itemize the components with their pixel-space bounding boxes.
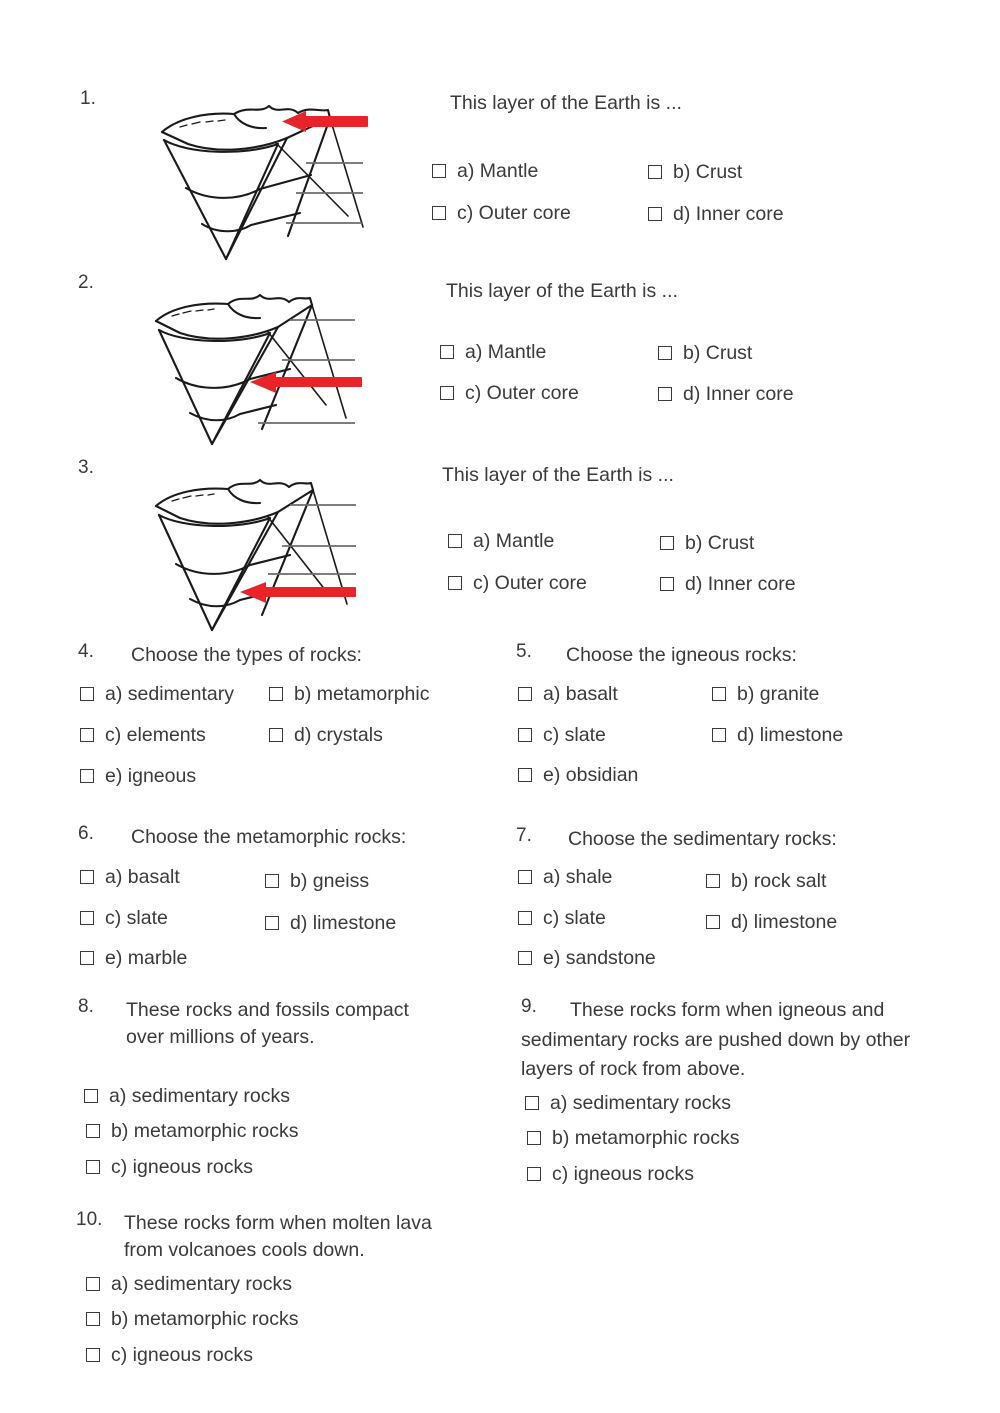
option-key: c) (105, 907, 122, 929)
option-key: a) (105, 683, 123, 705)
option-label: Outer core (494, 572, 587, 594)
question-6-number: 6. (78, 823, 94, 844)
checkbox[interactable] (448, 576, 462, 590)
question-4-option-e[interactable] (80, 766, 196, 786)
option-key: b) (290, 870, 308, 892)
checkbox[interactable] (432, 206, 446, 220)
question-7-option-e[interactable] (518, 948, 656, 968)
option-label: metamorphic rocks (574, 1127, 740, 1149)
question-3-option-a[interactable] (448, 531, 554, 551)
question-1-option-d[interactable] (648, 204, 784, 224)
question-4-prompt: Choose the types of rocks: (131, 644, 362, 666)
question-9-option-c[interactable] (527, 1164, 694, 1184)
option-label: metamorphic rocks (133, 1308, 299, 1330)
option-key: e) (105, 947, 123, 969)
option-label: basalt (127, 866, 180, 888)
option-key: d) (731, 911, 749, 933)
option-label: igneous rocks (132, 1344, 253, 1366)
question-4-option-d[interactable] (269, 725, 383, 745)
option-label: metamorphic rocks (133, 1120, 299, 1142)
question-2-option-a[interactable] (440, 342, 546, 362)
option-key: b) (731, 870, 749, 892)
question-9-option-b[interactable] (527, 1128, 739, 1148)
checkbox[interactable] (86, 1160, 100, 1174)
option-key: c) (111, 1156, 128, 1178)
question-7-prompt: Choose the sedimentary rocks: (568, 828, 837, 850)
option-key: a) (465, 341, 483, 363)
question-1-option-b[interactable] (648, 162, 742, 182)
option-label: sandstone (565, 947, 656, 969)
option-key: d) (683, 383, 701, 405)
option-label: granite (759, 683, 820, 705)
question-6-option-c[interactable] (80, 908, 168, 928)
checkbox[interactable] (84, 1089, 98, 1103)
question-5-option-b[interactable] (712, 684, 819, 704)
option-key: e) (105, 765, 123, 787)
question-2-prompt: This layer of the Earth is ... (446, 280, 678, 302)
question-10-prompt-line1: These rocks form when molten lava (124, 1212, 432, 1234)
question-5-option-e[interactable] (518, 765, 638, 785)
option-label: slate (564, 907, 606, 929)
question-4-option-b[interactable] (269, 684, 429, 704)
question-6-option-d[interactable] (265, 913, 396, 933)
option-key: d) (290, 912, 308, 934)
question-2-red-arrow (248, 368, 364, 396)
option-label: limestone (759, 724, 844, 746)
option-label: Mantle (495, 530, 555, 552)
question-6-prompt: Choose the metamorphic rocks: (131, 826, 407, 848)
option-key: b) (673, 161, 691, 183)
question-7-number: 7. (516, 825, 532, 846)
question-3-option-d[interactable] (660, 574, 796, 594)
question-4-number: 4. (78, 641, 94, 662)
checkbox[interactable] (712, 728, 726, 742)
option-label: Inner core (705, 383, 794, 405)
checkbox[interactable] (86, 1124, 100, 1138)
option-key: d) (737, 724, 755, 746)
checkbox[interactable] (712, 687, 726, 701)
option-key: c) (465, 382, 482, 404)
option-label: Crust (695, 161, 743, 183)
question-3-number: 3. (78, 457, 94, 478)
question-8-option-c[interactable] (86, 1157, 253, 1177)
checkbox[interactable] (648, 207, 662, 221)
question-6-option-a[interactable] (80, 867, 180, 887)
checkbox[interactable] (80, 870, 94, 884)
option-key: e) (543, 764, 561, 786)
question-1-red-arrow (280, 108, 370, 136)
question-1-option-c[interactable] (432, 203, 571, 223)
question-1-number: 1. (80, 88, 96, 109)
option-key: b) (552, 1127, 570, 1149)
checkbox[interactable] (80, 687, 94, 701)
checkbox[interactable] (80, 911, 94, 925)
option-label: slate (564, 724, 606, 746)
option-label: slate (126, 907, 168, 929)
checkbox[interactable] (660, 577, 674, 591)
question-1-option-a[interactable] (432, 161, 538, 181)
checkbox[interactable] (706, 915, 720, 929)
option-label: Outer core (486, 382, 579, 404)
option-key: c) (552, 1163, 569, 1185)
question-5-prompt: Choose the igneous rocks: (566, 644, 797, 666)
checkbox[interactable] (527, 1131, 541, 1145)
question-8-prompt-line2: over millions of years. (126, 1026, 315, 1048)
option-label: sedimentary rocks (572, 1092, 731, 1114)
option-label: limestone (753, 911, 838, 933)
option-label: basalt (565, 683, 618, 705)
question-2-number: 2. (78, 272, 94, 293)
option-key: c) (111, 1344, 128, 1366)
option-key: a) (543, 683, 561, 705)
checkbox[interactable] (269, 728, 283, 742)
option-key: b) (737, 683, 755, 705)
question-3-red-arrow (238, 578, 358, 606)
question-8-prompt-line1: These rocks and fossils compact (126, 999, 409, 1021)
option-label: igneous rocks (573, 1163, 694, 1185)
option-label: rock salt (753, 870, 827, 892)
checkbox[interactable] (269, 687, 283, 701)
checkbox[interactable] (432, 164, 446, 178)
question-3-earth-diagram (148, 468, 376, 633)
question-2-option-d[interactable] (658, 384, 794, 404)
checkbox[interactable] (518, 687, 532, 701)
checkbox[interactable] (648, 165, 662, 179)
option-key: d) (294, 724, 312, 746)
question-9-prompt-line3: layers of rock from above. (521, 1058, 746, 1080)
checkbox[interactable] (518, 951, 532, 965)
question-7-option-a[interactable] (518, 867, 612, 887)
question-6-option-b[interactable] (265, 871, 369, 891)
option-label: Outer core (478, 202, 571, 224)
question-10-number: 10. (76, 1209, 103, 1230)
question-2-option-c[interactable] (440, 383, 579, 403)
option-key: b) (294, 683, 312, 705)
checkbox[interactable] (86, 1348, 100, 1362)
checkbox[interactable] (518, 768, 532, 782)
option-label: sedimentary rocks (131, 1085, 290, 1107)
checkbox[interactable] (440, 345, 454, 359)
question-6-option-e[interactable] (80, 948, 187, 968)
question-4-option-a[interactable] (80, 684, 234, 704)
option-key: a) (111, 1273, 129, 1295)
question-10-option-c[interactable] (86, 1345, 253, 1365)
question-5-number: 5. (516, 641, 532, 662)
option-key: a) (109, 1085, 127, 1107)
question-7-option-b[interactable] (706, 871, 826, 891)
checkbox[interactable] (86, 1312, 100, 1326)
question-5-option-c[interactable] (518, 725, 606, 745)
question-10-prompt-line2: from volcanoes cools down. (124, 1239, 365, 1261)
checkbox[interactable] (658, 387, 672, 401)
question-3-option-b[interactable] (660, 533, 754, 553)
checkbox[interactable] (86, 1277, 100, 1291)
checkbox[interactable] (265, 916, 279, 930)
question-9-option-a[interactable] (525, 1093, 731, 1113)
option-key: e) (543, 947, 561, 969)
option-label: elements (126, 724, 206, 746)
question-4-option-c[interactable] (80, 725, 206, 745)
question-9-prompt-line2: sedimentary rocks are pushed down by other (521, 1029, 911, 1051)
checkbox[interactable] (527, 1167, 541, 1181)
option-key: d) (685, 573, 703, 595)
question-9-prompt-line1: These rocks form when igneous and (570, 999, 885, 1021)
checkbox[interactable] (80, 769, 94, 783)
question-2-option-b[interactable] (658, 343, 752, 363)
option-key: c) (543, 907, 560, 929)
checkbox[interactable] (525, 1096, 539, 1110)
checkbox[interactable] (265, 874, 279, 888)
option-label: sedimentary (127, 683, 234, 705)
option-label: gneiss (312, 870, 370, 892)
option-key: c) (457, 202, 474, 224)
option-label: igneous (127, 765, 197, 787)
option-key: a) (550, 1092, 568, 1114)
option-key: a) (105, 866, 123, 888)
checkbox[interactable] (658, 346, 672, 360)
question-8-number: 8. (78, 996, 94, 1017)
question-7-option-d[interactable] (706, 912, 837, 932)
question-1-prompt: This layer of the Earth is ... (450, 92, 682, 114)
question-9-number: 9. (521, 996, 537, 1017)
option-label: metamorphic (316, 683, 430, 705)
question-3-option-c[interactable] (448, 573, 587, 593)
option-label: Mantle (479, 160, 539, 182)
option-key: a) (543, 866, 561, 888)
question-10-option-a[interactable] (86, 1274, 292, 1294)
checkbox[interactable] (448, 534, 462, 548)
option-label: crystals (316, 724, 383, 746)
question-3-prompt: This layer of the Earth is ... (442, 464, 674, 486)
option-key: a) (473, 530, 491, 552)
option-label: Inner core (695, 203, 784, 225)
option-key: a) (457, 160, 475, 182)
checkbox[interactable] (518, 728, 532, 742)
option-key: c) (105, 724, 122, 746)
option-label: obsidian (565, 764, 639, 786)
checkbox[interactable] (706, 874, 720, 888)
option-label: sedimentary rocks (133, 1273, 292, 1295)
option-label: marble (127, 947, 188, 969)
option-label: Crust (707, 532, 755, 554)
checkbox[interactable] (518, 870, 532, 884)
question-5-option-a[interactable] (518, 684, 618, 704)
option-key: c) (473, 572, 490, 594)
option-label: limestone (312, 912, 397, 934)
question-8-option-b[interactable] (86, 1121, 298, 1141)
question-7-option-c[interactable] (518, 908, 606, 928)
question-8-option-a[interactable] (84, 1086, 290, 1106)
option-key: b) (685, 532, 703, 554)
option-key: b) (111, 1120, 129, 1142)
option-key: b) (683, 342, 701, 364)
question-10-option-b[interactable] (86, 1309, 298, 1329)
option-label: Crust (705, 342, 753, 364)
checkbox[interactable] (440, 386, 454, 400)
checkbox[interactable] (518, 911, 532, 925)
option-key: c) (543, 724, 560, 746)
option-key: d) (673, 203, 691, 225)
checkbox[interactable] (80, 728, 94, 742)
option-key: b) (111, 1308, 129, 1330)
checkbox[interactable] (80, 951, 94, 965)
option-label: igneous rocks (132, 1156, 253, 1178)
question-2-earth-diagram (150, 283, 375, 446)
option-label: Inner core (707, 573, 796, 595)
checkbox[interactable] (660, 536, 674, 550)
option-label: shale (565, 866, 613, 888)
option-label: Mantle (487, 341, 547, 363)
question-5-option-d[interactable] (712, 725, 843, 745)
